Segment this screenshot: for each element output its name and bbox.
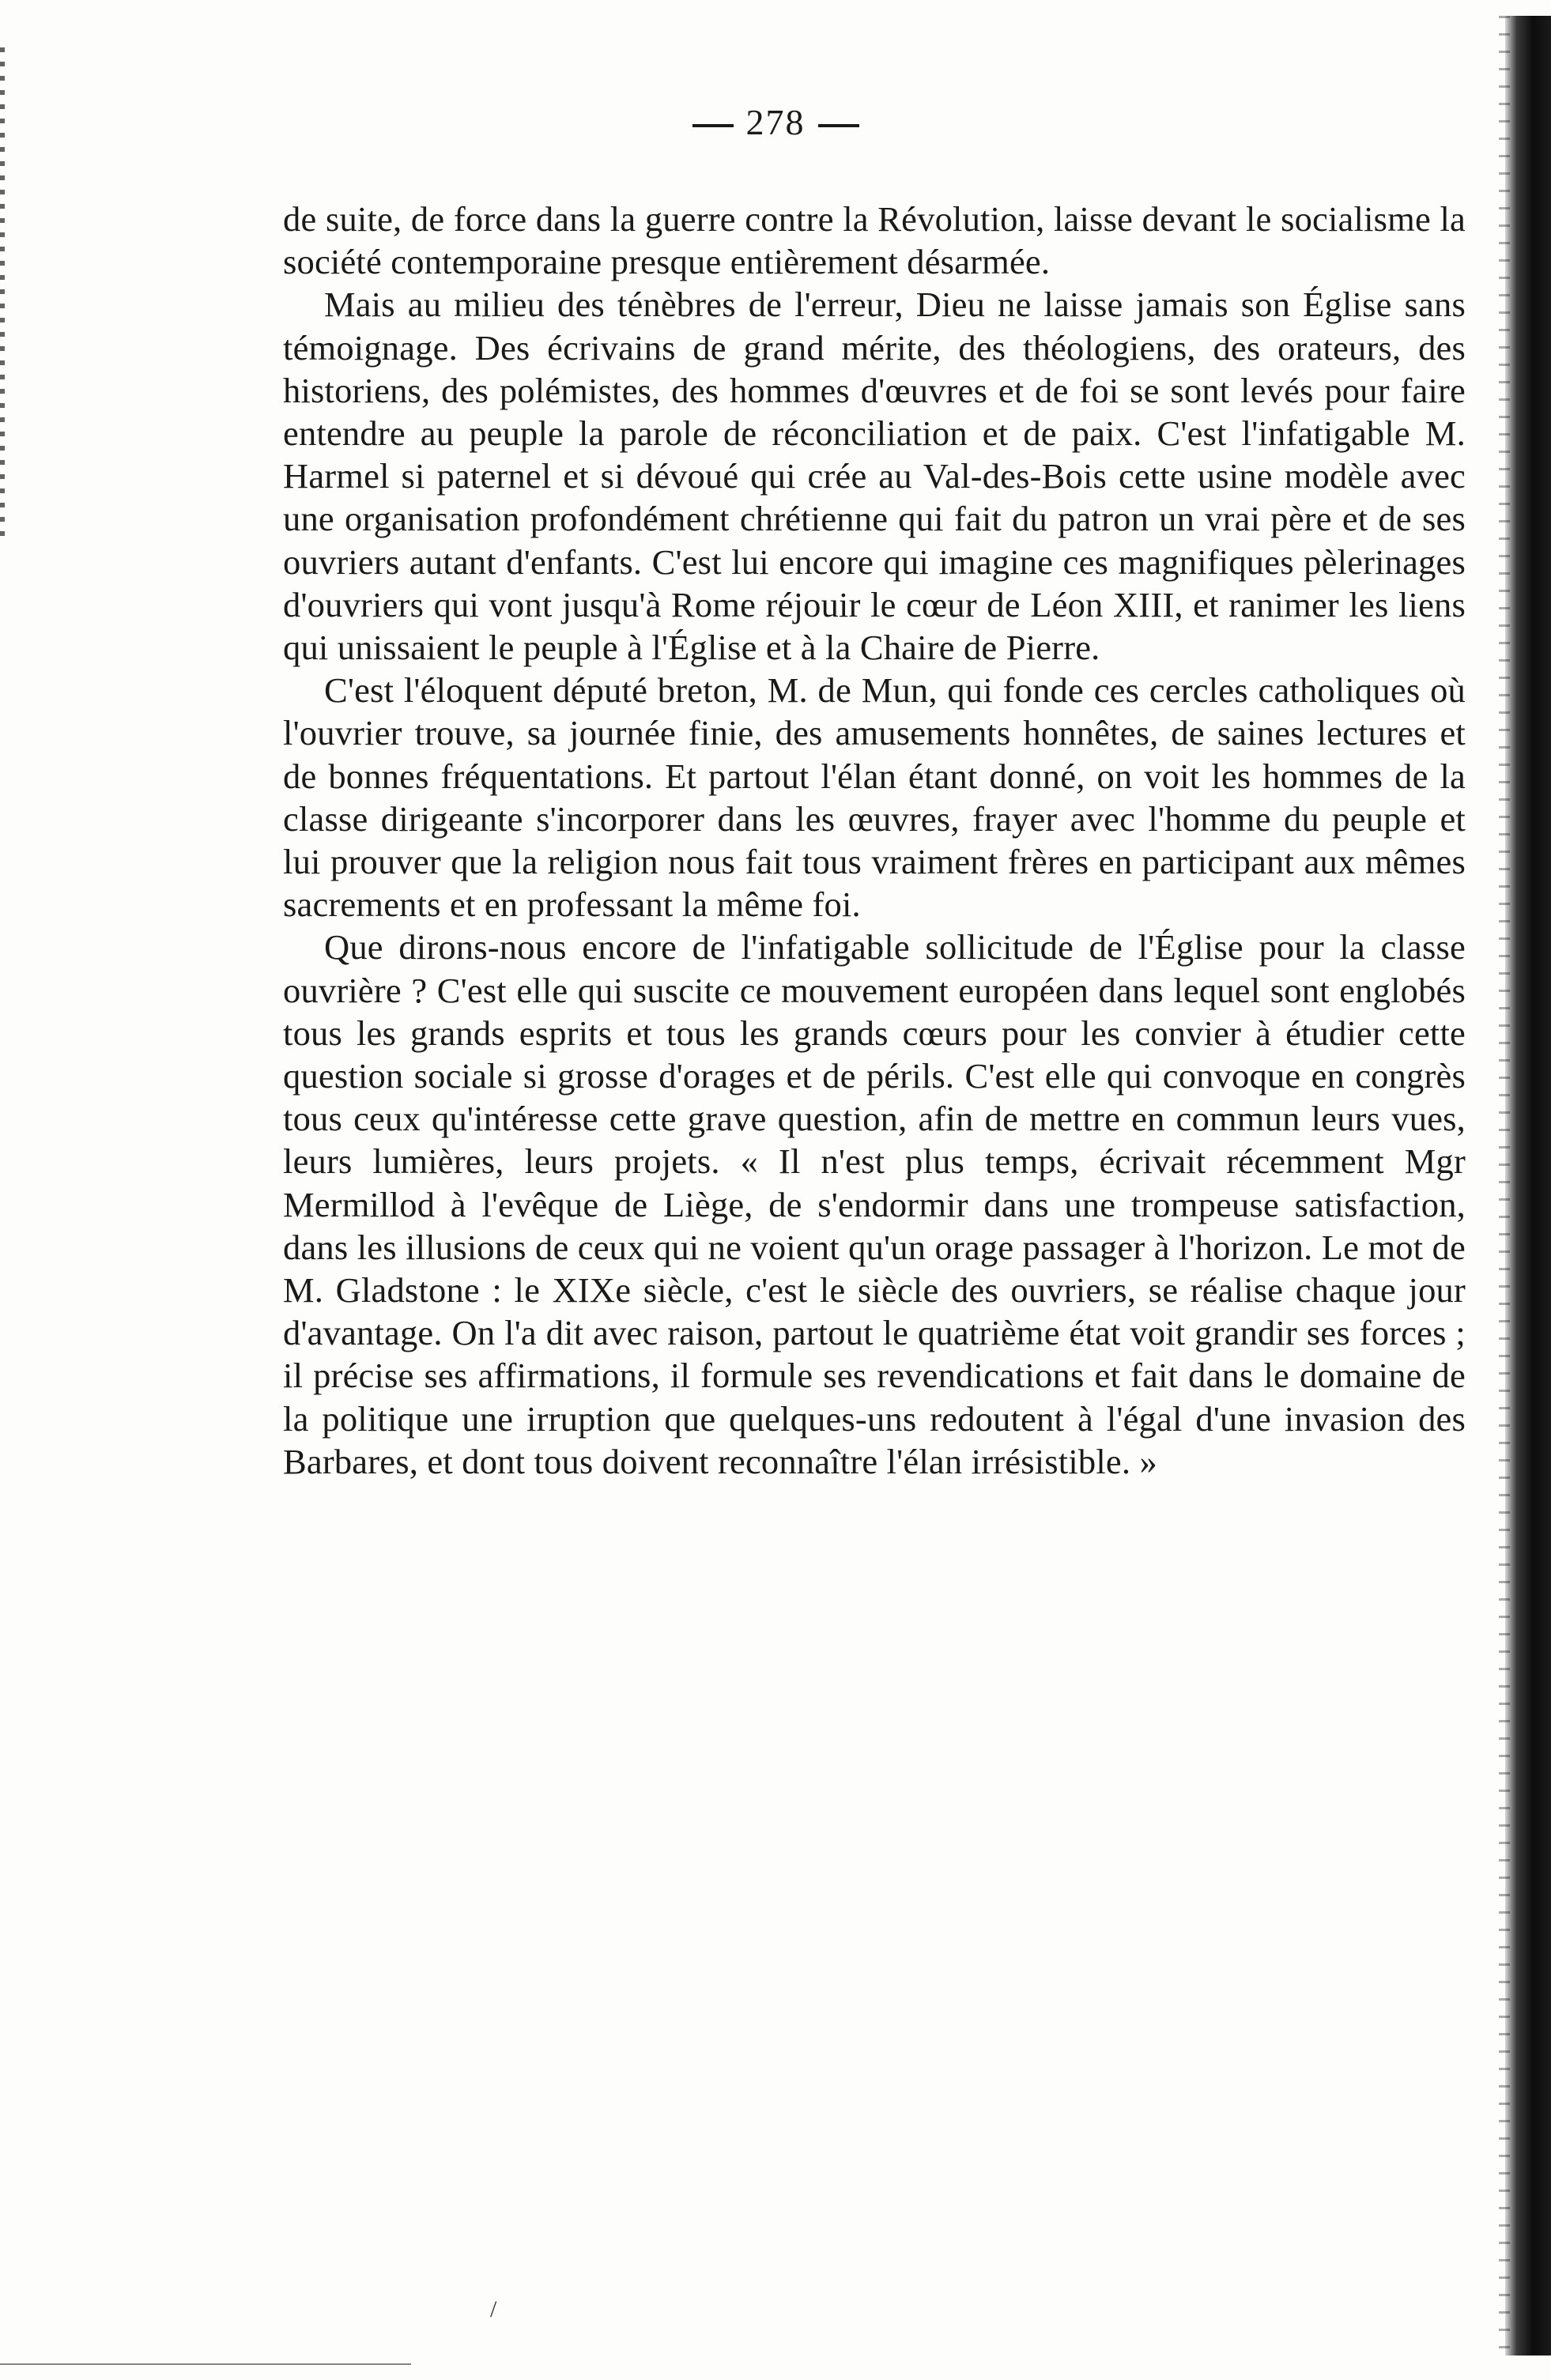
right-edge-speckle	[1499, 16, 1510, 2355]
bottom-scan-line	[0, 2363, 411, 2365]
page-number-dash-right	[818, 124, 859, 127]
paragraph-1: de suite, de force dans la guerre contre la Révolution, laisse devant le socialisme la société contemporaine presque entièrement désarmée.	[283, 199, 1466, 282]
stray-ink-mark: /	[490, 2296, 497, 2322]
body-text	[283, 198, 1466, 1483]
page-number-dash-left	[692, 124, 734, 127]
paragraph-3: C'est l'éloquent député breton, M. de Mun, qui fonde ces cercles catholiques où l'ouvrier trouve, sa journée finie, des amusements honnêtes, de saines lectures et de bonnes fréquentations. Et partout l'élan étant donné, on voit les hommes de la classe dirigeante s'incorporer dans les œuvres, frayer avec l'homme du peuple et lui prouver que la religion nous fait tous vraiment frères en participant aux mêmes sacrements et en professant la même foi.	[283, 670, 1466, 925]
right-page-edge-shadow	[1505, 16, 1551, 2355]
page-number-header	[0, 101, 1551, 143]
paragraph-2: Mais au milieu des ténèbres de l'erreur, Dieu ne laisse jamais son Église sans témoignage. Des écrivains de grand mérite, des théologiens, des orateurs, des historiens, des polémistes, des hommes d'œuvres et de foi se sont levés pour faire entendre au peuple la parole de réconciliation et de paix. C'est l'infatigable M. Harmel si paternel et si dévoué qui crée au Val-des-Bois cette usine modèle avec une organisation profondément chrétienne qui fait du patron un vrai père et de ses ouvriers autant d'enfants. C'est lui encore qui imagine ces magnifiques pèlerinages d'ouvriers qui vont jusqu'à Rome réjouir le cœur de Léon XIII, et ranimer les liens qui unissaient le peuple à l'Église et à la Chaire de Pierre.	[283, 285, 1466, 668]
paragraph-4: Que dirons-nous encore de l'infatigable sollicitude de l'Église pour la classe ouvrière ? C'est elle qui suscite ce mouvement européen dans lequel sont englobés tous les grands esprits et tous les grands cœurs pour les convier à étudier cette question sociale si grosse d'orages et de périls. C'est elle qui convoque en congrès tous ceux qu'intéresse cette grave question, afin de mettre en commun leurs vues, leurs lumières, leurs projets. « Il n'est plus temps, écrivait récemment Mgr Mermillod à l'evêque de Liège, de s'endormir dans une trompeuse satisfaction, dans les illusions de ceux qui ne voient qu'un orage passager à l'horizon. Le mot de M. Gladstone : le XIXe siècle, c'est le siècle des ouvriers, se réalise chaque jour d'avantage. On l'a dit avec raison, partout le quatrième état voit grandir ses forces ; il précise ses affirmations, il formule ses revendications et fait dans le domaine de la politique une irruption que quelques-uns redoutent à l'égal d'une invasion des Barbares, et dont tous doivent reconnaître l'élan irrésistible. »	[283, 927, 1466, 1481]
page-number: 278	[745, 102, 806, 142]
